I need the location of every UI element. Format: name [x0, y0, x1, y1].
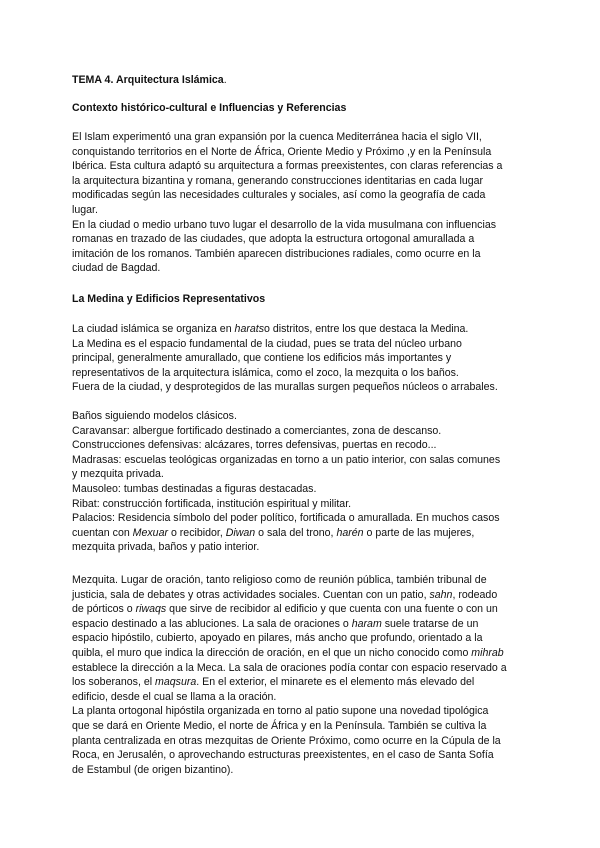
term-sahn: sahn [429, 588, 453, 601]
text-line: imitación de los romanos. También aparecen distribuciones radiales, como ocurre en la [72, 247, 481, 260]
text-line: Ibérica. Esta cultura adaptó su arquitectura a formas preexistentes, con claras referencias a [72, 160, 503, 173]
section-heading-context: Contexto histórico-cultural e Influencias y Referencias [72, 102, 347, 114]
list-item: Baños siguiendo modelos clásicos. [72, 410, 237, 422]
text-line: representativos de la arquitectura islámica, como el zoco, la mezquita o los baños. [72, 366, 459, 379]
text-line: romanas en trazado de las ciudades, que adopta la estructura ortogonal amurallada a [72, 233, 475, 246]
text-line: La Medina es el espacio fundamental de la ciudad, pues se trata del núcleo urbano [72, 337, 462, 350]
text-run: los soberanos, el [72, 676, 156, 689]
text-line: de Estambul (de origen bizantino). [72, 763, 234, 776]
text-line [72, 322, 542, 337]
text-run: o distritos, entre los que destaca la Medina. [264, 323, 469, 335]
paragraph-medina [72, 322, 542, 395]
text-line: modificadas según las necesidades culturales y sociales, así como la geografía de cada [72, 189, 486, 202]
text-line: Roca, en Jerusalén, o aprovechando estructuras preexistentes, en el caso de Santa Sofía [72, 749, 494, 762]
list-item: y mezquita privada. [72, 468, 164, 481]
text-run: justicia, sala de debates y otras actividades sociales. Cuentan con un patio, [72, 588, 430, 601]
term-diwan: Diwan [225, 526, 256, 539]
text-line [72, 602, 542, 617]
text-line [72, 617, 542, 632]
term-harats: harats [234, 323, 264, 335]
list-item: Ribat: construcción fortificada, institución espiritual y militar. [72, 497, 352, 510]
paragraph-mezquita [72, 573, 542, 777]
document-title [72, 73, 542, 88]
list-item: Palacios: Residencia símbolo del poder político, fortificada o amurallada. En muchos casos [72, 512, 500, 525]
text-line: lugar. [72, 203, 98, 216]
text-line: espacio hipóstilo, cubierto, apoyado en pilares, más ancho que profundo, orientado a la [72, 632, 483, 645]
title-period: . [223, 74, 227, 86]
term-maqsura: maqsura [155, 676, 197, 689]
text-run: , rodeado [452, 588, 498, 601]
text-line: que se dará en Oriente Medio, el norte de África y en la Península. También se cultiva la [72, 719, 487, 732]
text-line: la arquitectura bizantina y romana, generando construcciones identitarias en cada lugar [72, 174, 484, 187]
text-line [72, 646, 542, 661]
text-line: La planta ortogonal hipóstila organizada en torno al patio supone una novedad tipológica [72, 705, 489, 718]
term-haren: harén [336, 526, 364, 539]
term-riwaqs: riwaqs [135, 603, 167, 616]
text-line: El Islam experimentó una gran expansión por la cuenca Mediterránea hacia el siglo VII, [72, 131, 482, 143]
text-run: o parte de las mujeres, [363, 526, 475, 539]
term-mexuar: Mexuar [132, 526, 168, 539]
text-line: conquistando territorios en el Norte de África, Oriente Medio y Próximo ,y en la Península [72, 145, 492, 158]
list-item: Construcciones defensivas: alcázares, torres defensivas, puertas en recodo... [72, 439, 437, 452]
text-run: suele tratarse de un [381, 617, 479, 630]
title-text: TEMA 4. Arquitectura Islámica [72, 74, 224, 86]
text-run: que sirve de recibidor al edificio y que cuenta con una fuente o con un [166, 603, 498, 616]
text-line: Fuera de la ciudad, y desprotegidos de las murallas surgen pequeños núcleos o arrabales. [72, 381, 498, 394]
paragraph-context [72, 130, 542, 276]
text-run: o sala del trono, [255, 526, 337, 539]
text-run: quibla, el muro que indica la dirección de oración, en el que un nicho conocido como [72, 646, 472, 659]
text-run: cuentan con [72, 526, 133, 539]
list-item: Madrasas: escuelas teológicas organizadas en torno a un patio interior, con salas comunes [72, 453, 501, 466]
list-item [72, 526, 542, 541]
list-item: Mausoleo: tumbas destinadas a figuras destacadas. [72, 482, 317, 495]
text-line: establece la dirección a la Meca. La sala de oraciones podía contar con espacio reservado a [72, 661, 507, 674]
text-line: principal, generalmente amurallado, que contiene los edificios más importantes y [72, 352, 452, 365]
text-line: planta centralizada en otras mezquitas de Oriente Próximo, como ocurre en la Cúpula de la [72, 734, 501, 747]
text-run: . En el exterior, el minarete es el elemento más elevado del [196, 676, 475, 689]
section-heading-medina: La Medina y Edificios Representativos [72, 293, 266, 305]
text-run: o recibidor, [168, 526, 226, 539]
text-line [72, 675, 542, 690]
text-line: edificio, desde el cual se llama a la oración. [72, 690, 277, 703]
term-haram: haram [351, 617, 382, 630]
list-buildings [72, 409, 542, 555]
text-line: ciudad de Bagdad. [72, 262, 161, 275]
list-item: Caravansar: albergue fortificado destinado a comerciantes, zona de descanso. [72, 424, 442, 437]
text-run: espacio destinado a las abluciones. La sala de oraciones o [72, 617, 352, 630]
text-line: En la ciudad o medio urbano tuvo lugar el desarrollo de la vida musulmana con influencias [72, 218, 497, 231]
text-line: Mezquita. Lugar de oración, tanto religioso como de reunión pública, también tribunal de [72, 574, 487, 586]
list-item: mezquita privada, baños y patio interior. [72, 541, 260, 554]
text-run: de pórticos o [72, 603, 136, 616]
text-run: La ciudad islámica se organiza en [72, 323, 235, 335]
term-mihrab: mihrab [471, 646, 504, 659]
text-line [72, 588, 542, 603]
